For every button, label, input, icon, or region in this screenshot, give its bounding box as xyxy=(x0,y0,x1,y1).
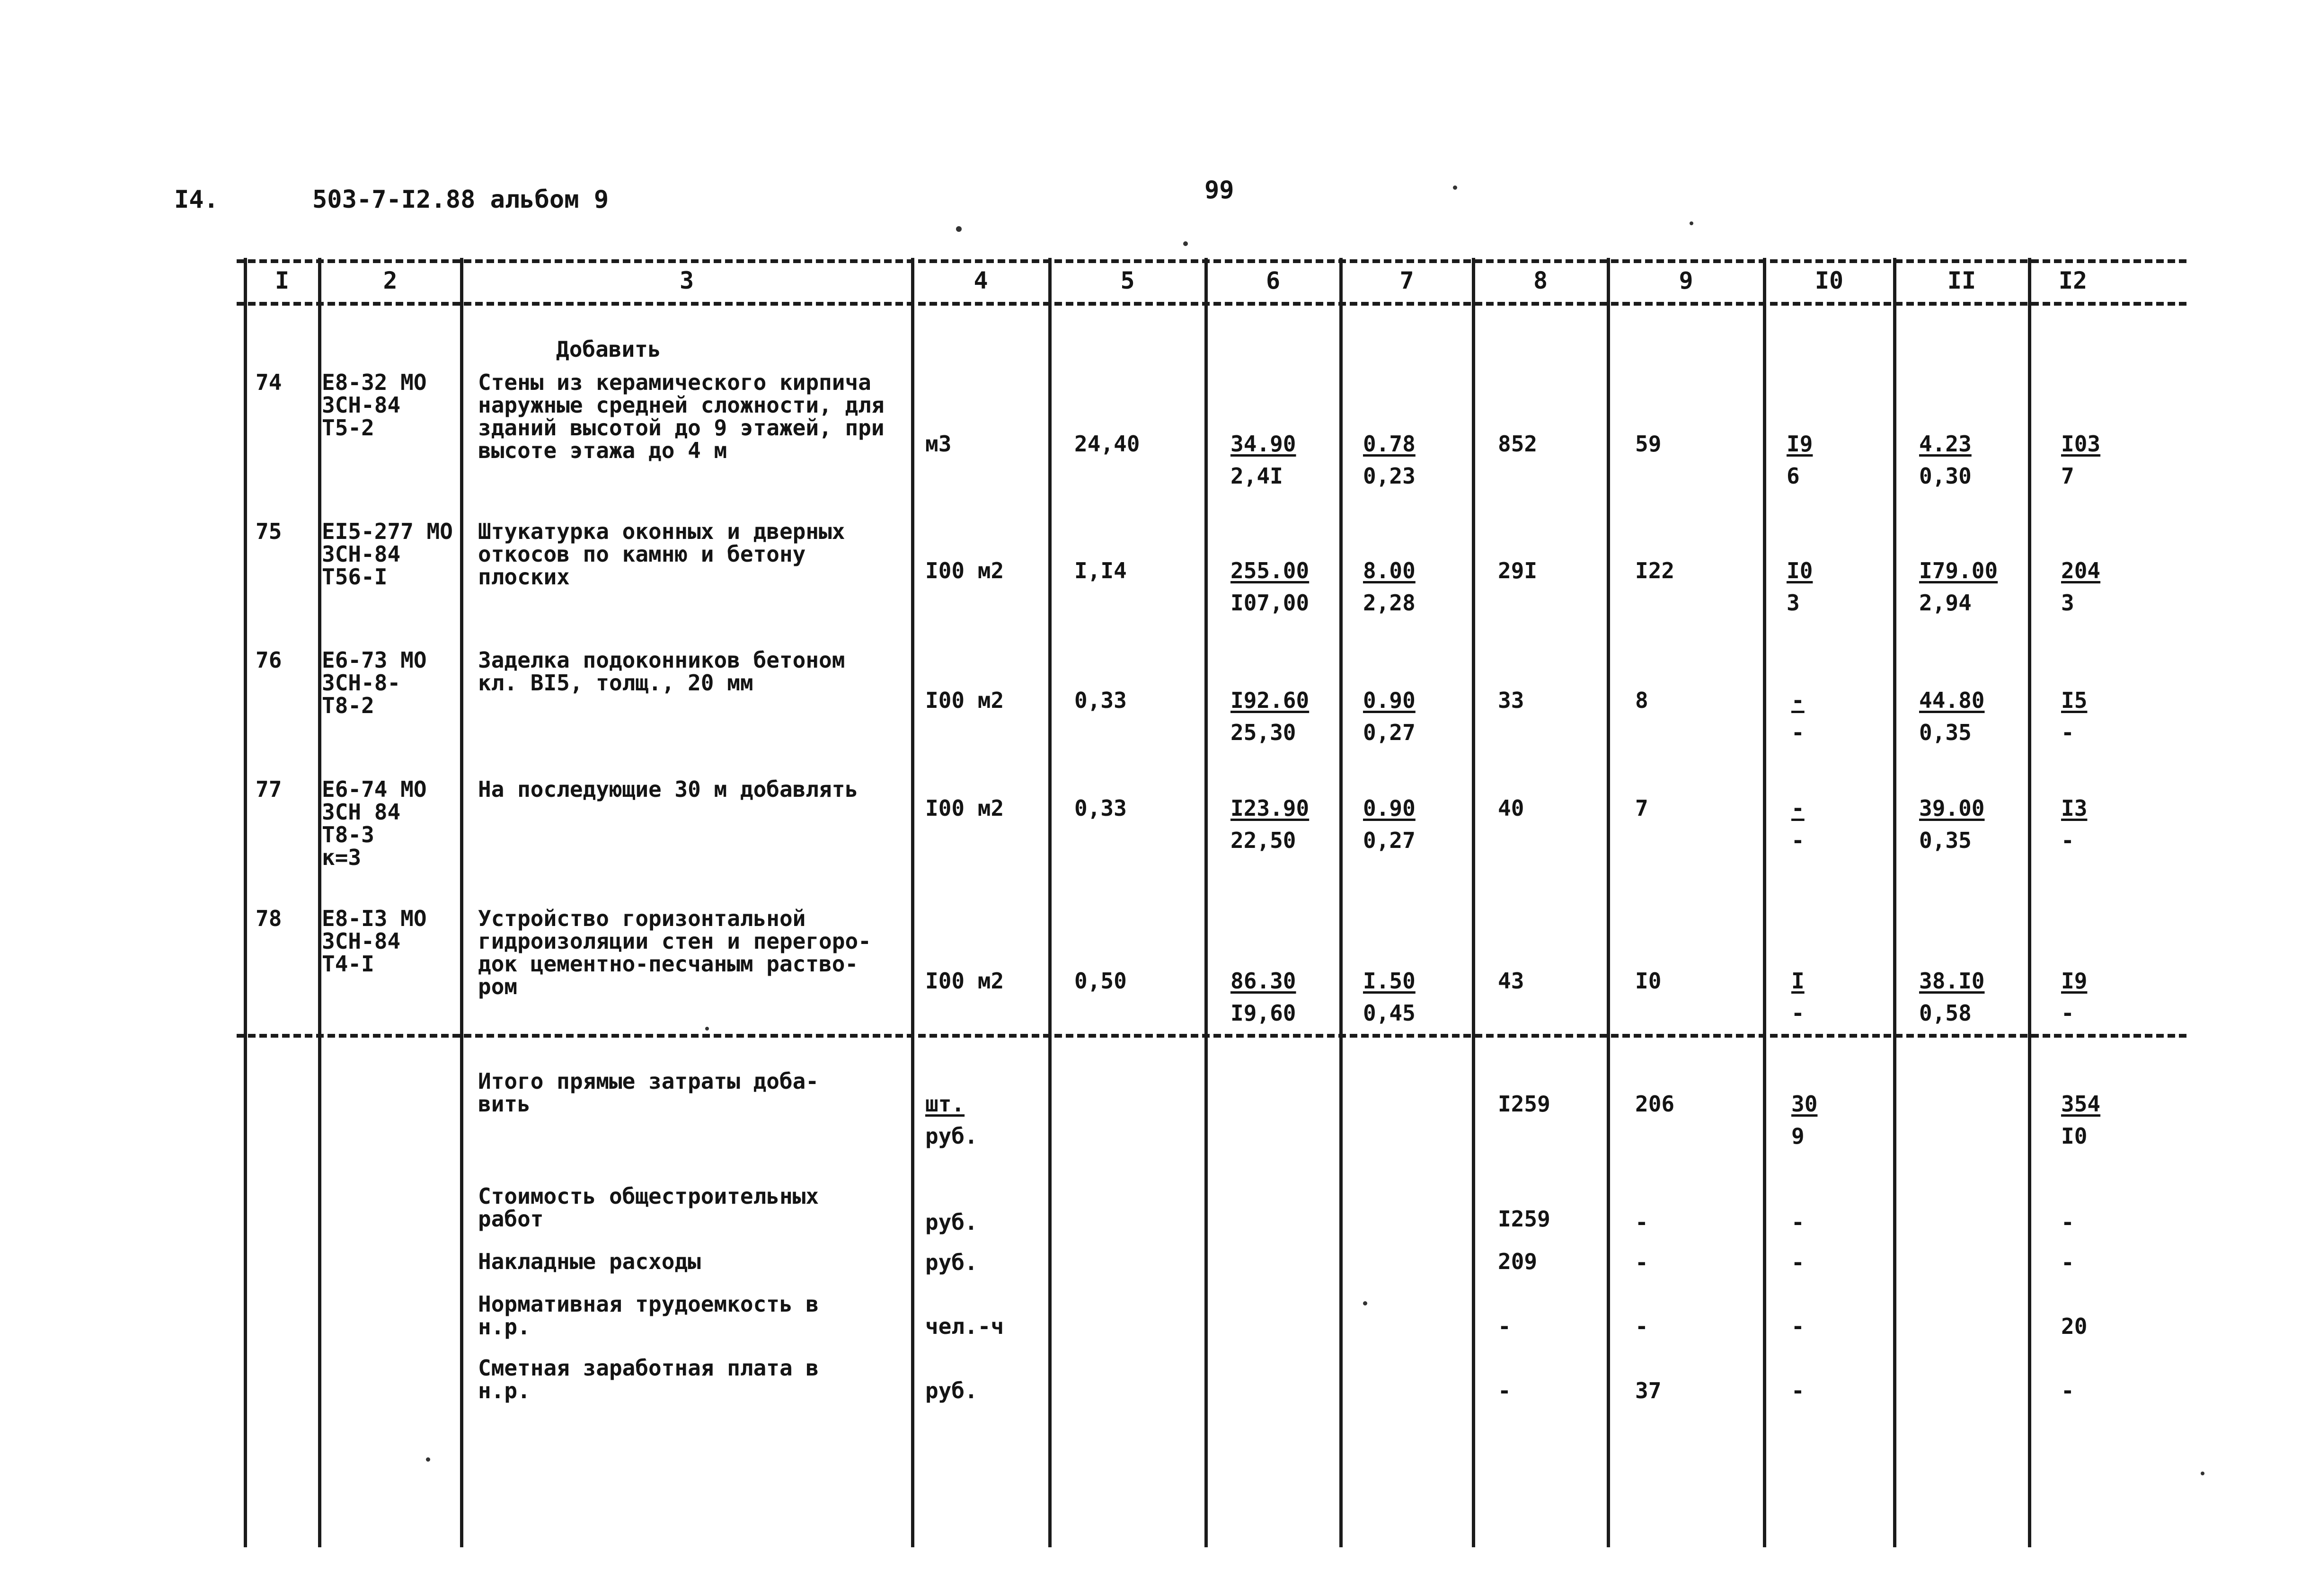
norm-code-line: к=3 xyxy=(322,845,362,870)
totals-cost: 209 xyxy=(1498,1249,1538,1274)
labor-unit: 4.23 xyxy=(1919,431,1972,457)
labor-unit-machine: 0,35 xyxy=(1919,720,1972,745)
labor-total: 204 xyxy=(2061,558,2101,583)
unit-cell: I00 м2 xyxy=(925,558,1004,583)
totals-labor-machine: I0 xyxy=(2061,1123,2088,1149)
unit-cost-wages: 22,50 xyxy=(1230,828,1296,853)
scan-speck xyxy=(1363,1301,1367,1305)
machines-wages: 3 xyxy=(1787,590,1800,616)
labor-unit: 44.80 xyxy=(1919,688,1985,713)
norm-code-line: Т8-2 xyxy=(322,693,374,718)
totals-labor: 354 xyxy=(2061,1091,2101,1117)
labor-unit: 38.I0 xyxy=(1919,968,1985,994)
norm-code-line: Т8-3 xyxy=(322,822,374,847)
totals-description-line: вить xyxy=(478,1091,531,1117)
labor-total-machine: - xyxy=(2061,828,2074,853)
column-border xyxy=(911,258,914,1547)
totals-labor: - xyxy=(2061,1250,2074,1275)
machine-cost: 0.78 xyxy=(1363,431,1416,457)
row-number: 77 xyxy=(256,776,282,802)
machines-wages: - xyxy=(1791,720,1805,745)
column-border xyxy=(2028,258,2031,1547)
scan-speck xyxy=(705,1027,709,1031)
totals-unit: руб. xyxy=(925,1123,978,1149)
totals-wages: 206 xyxy=(1635,1091,1675,1117)
labor-unit: 39.00 xyxy=(1919,795,1985,821)
machine-wages: 2,28 xyxy=(1363,590,1416,616)
quantity-cell: 0,33 xyxy=(1074,795,1127,821)
totals-labor: 20 xyxy=(2061,1314,2088,1339)
total-wages: I22 xyxy=(1635,558,1675,583)
scan-speck xyxy=(1690,221,1693,225)
column-header-4: 4 xyxy=(974,267,988,294)
norm-code-line: ЗСН 84 xyxy=(322,799,401,825)
row-number: 78 xyxy=(256,906,282,931)
column-border xyxy=(1893,258,1896,1547)
total-wages: 59 xyxy=(1635,431,1662,457)
labor-unit: I79.00 xyxy=(1919,558,1998,583)
column-header-5: 5 xyxy=(1120,267,1135,294)
machine-cost: 0.90 xyxy=(1363,795,1416,821)
quantity-cell: 0,33 xyxy=(1074,688,1127,713)
total-cost: 852 xyxy=(1498,431,1538,457)
labor-total: I03 xyxy=(2061,431,2101,457)
column-header-1: I xyxy=(274,267,290,294)
column-border xyxy=(1763,258,1766,1547)
totals-description-line: Нормативная трудоемкость в xyxy=(478,1291,819,1317)
work-description-line: На последующие 30 м добавлять xyxy=(478,776,859,802)
norm-code-line: Е6-74 МО xyxy=(322,776,427,802)
totals-machines: - xyxy=(1791,1250,1805,1275)
machine-wages: 0,45 xyxy=(1363,1000,1416,1026)
machine-wages: 0,27 xyxy=(1363,720,1416,745)
column-header-2: 2 xyxy=(383,267,398,294)
totals-machines: - xyxy=(1791,1378,1805,1403)
totals-machines-wages: 9 xyxy=(1791,1123,1805,1149)
norm-code-line: Т5-2 xyxy=(322,415,374,441)
work-description-line: Штукатурка оконных и дверных xyxy=(478,519,845,544)
unit-cell: I00 м2 xyxy=(925,688,1004,713)
totals-cost: - xyxy=(1498,1314,1511,1339)
machines-wages: - xyxy=(1791,1000,1805,1026)
column-header-3: 3 xyxy=(679,267,694,294)
column-border xyxy=(1048,258,1052,1547)
totals-description-line: н.р. xyxy=(478,1378,531,1403)
labor-unit-machine: 0,30 xyxy=(1919,463,1972,489)
totals-description-line: н.р. xyxy=(478,1314,531,1340)
norm-code-line: ЗСН-84 xyxy=(322,541,401,567)
total-cost: 33 xyxy=(1498,688,1524,713)
unit-cost-wages: I07,00 xyxy=(1230,590,1310,616)
totals-labor: - xyxy=(2061,1378,2074,1403)
column-header-11: II xyxy=(1947,267,1976,294)
machine-wages: 0,27 xyxy=(1363,828,1416,853)
work-description-line: Устройство горизонтальной xyxy=(478,906,806,931)
row-number: 74 xyxy=(256,370,282,395)
machine-cost: I.50 xyxy=(1363,968,1416,994)
unit-cost-total: I92.60 xyxy=(1230,688,1310,713)
total-wages: I0 xyxy=(1635,968,1662,994)
totals-description-line: работ xyxy=(478,1206,544,1232)
quantity-cell: I,I4 xyxy=(1074,558,1127,583)
totals-description-line: Сметная заработная плата в xyxy=(478,1355,819,1381)
column-border xyxy=(1339,258,1343,1547)
norm-code-line: Т56-I xyxy=(322,564,388,590)
totals-machines: - xyxy=(1791,1209,1805,1235)
work-description-line: наружные средней сложности, для xyxy=(478,392,885,418)
scan-speck xyxy=(1453,185,1457,190)
scan-speck xyxy=(1183,241,1188,246)
work-description-line: гидроизоляции стен и перегоро- xyxy=(478,928,871,954)
total-wages: 7 xyxy=(1635,795,1648,821)
norm-code-line: Е8-32 МО xyxy=(322,370,427,395)
totals-description-line: Накладные расходы xyxy=(478,1249,701,1274)
work-description-line: зданий высотой до 9 этажей, при xyxy=(478,415,885,441)
quantity-cell: 0,50 xyxy=(1074,968,1127,994)
row-number: 75 xyxy=(256,519,282,544)
norm-code-line: ЗСН-84 xyxy=(322,392,401,418)
labor-total: I5 xyxy=(2061,688,2088,713)
totals-wages: - xyxy=(1635,1209,1648,1235)
unit-cost-wages: 2,4I xyxy=(1230,463,1283,489)
column-border xyxy=(1472,258,1475,1547)
totals-cost: - xyxy=(1498,1378,1511,1403)
totals-unit: чел.-ч xyxy=(925,1314,1004,1339)
column-border xyxy=(460,258,463,1547)
machine-wages: 0,23 xyxy=(1363,463,1416,489)
machines-total: I0 xyxy=(1787,558,1813,583)
work-description-line: док цементно-песчаным раство- xyxy=(478,951,859,977)
machines-total: I xyxy=(1791,968,1805,994)
labor-unit-machine: 2,94 xyxy=(1919,590,1972,616)
row-number: 76 xyxy=(256,647,282,673)
work-description-line: откосов по камню и бетону xyxy=(478,541,806,567)
column-header-7: 7 xyxy=(1399,267,1414,294)
machines-total: - xyxy=(1791,795,1805,821)
norm-code-line: Е8-I3 МО xyxy=(322,906,427,931)
norm-code-line: ЗСН-84 xyxy=(322,928,401,954)
column-header-12: I2 xyxy=(2058,267,2088,294)
unit-cost-wages: 25,30 xyxy=(1230,720,1296,745)
page-number: 99 xyxy=(1204,176,1234,204)
work-description-line: ром xyxy=(478,974,518,999)
work-description-line: кл. ВI5, толщ., 20 мм xyxy=(478,670,753,696)
scan-speck xyxy=(956,226,962,232)
totals-description-line: Итого прямые затраты доба- xyxy=(478,1068,819,1094)
column-header-8: 8 xyxy=(1533,267,1548,294)
column-border xyxy=(244,258,247,1547)
column-header-6: 6 xyxy=(1266,267,1281,294)
unit-cost-wages: I9,60 xyxy=(1230,1000,1296,1026)
machines-wages: - xyxy=(1791,828,1805,853)
unit-cell: I00 м2 xyxy=(925,795,1004,821)
work-description-line: Стены из керамического кирпича xyxy=(478,370,871,395)
total-cost: 40 xyxy=(1498,795,1524,821)
labor-total: I3 xyxy=(2061,795,2088,821)
totals-labor: - xyxy=(2061,1209,2074,1235)
section-title: Добавить xyxy=(556,336,661,362)
norm-code-line: ЗСН-8- xyxy=(322,670,401,696)
totals-unit: руб. xyxy=(925,1209,978,1235)
unit-cost-total: 255.00 xyxy=(1230,558,1310,583)
work-description-line: плоских xyxy=(478,564,570,590)
labor-total-machine: 3 xyxy=(2061,590,2074,616)
totals-wages: - xyxy=(1635,1250,1648,1275)
labor-unit-machine: 0,35 xyxy=(1919,828,1972,853)
quantity-cell: 24,40 xyxy=(1074,431,1140,457)
machine-cost: 8.00 xyxy=(1363,558,1416,583)
column-border xyxy=(1204,258,1208,1547)
document-code: 503-7-I2.88 альбом 9 xyxy=(312,185,609,214)
totals-cost: I259 xyxy=(1498,1206,1550,1232)
total-cost: 43 xyxy=(1498,968,1524,994)
page-marker: I4. xyxy=(174,185,219,214)
column-border xyxy=(318,258,321,1547)
norm-code-line: Т4-I xyxy=(322,951,374,977)
work-description-line: Заделка подоконников бетоном xyxy=(478,647,845,673)
machines-total: - xyxy=(1791,688,1805,713)
column-header-10: I0 xyxy=(1814,267,1844,294)
work-description-line: высоте этажа до 4 м xyxy=(478,438,727,463)
labor-total-machine: - xyxy=(2061,1000,2074,1026)
totals-unit: шт. xyxy=(925,1091,965,1117)
norm-code-line: Е6-73 МО xyxy=(322,647,427,673)
unit-cost-total: I23.90 xyxy=(1230,795,1310,821)
totals-description-line: Стоимость общестроительных xyxy=(478,1183,819,1209)
unit-cell: I00 м2 xyxy=(925,968,1004,994)
totals-unit: руб. xyxy=(925,1378,978,1403)
labor-total: I9 xyxy=(2061,968,2088,994)
totals-unit: руб. xyxy=(925,1250,978,1275)
totals-machines: 30 xyxy=(1791,1091,1818,1117)
machine-cost: 0.90 xyxy=(1363,688,1416,713)
totals-cost: I259 xyxy=(1498,1091,1550,1117)
machines-wages: 6 xyxy=(1787,463,1800,489)
norm-code-line: ЕI5-277 МО xyxy=(322,519,453,544)
unit-cost-total: 86.30 xyxy=(1230,968,1296,994)
totals-wages: - xyxy=(1635,1314,1648,1339)
machines-total: I9 xyxy=(1787,431,1813,457)
labor-unit-machine: 0,58 xyxy=(1919,1000,1972,1026)
scan-speck xyxy=(2201,1472,2204,1475)
total-cost: 29I xyxy=(1498,558,1538,583)
totals-machines: - xyxy=(1791,1314,1805,1339)
labor-total-machine: 7 xyxy=(2061,463,2074,489)
labor-total-machine: - xyxy=(2061,720,2074,745)
total-wages: 8 xyxy=(1635,688,1648,713)
totals-wages: 37 xyxy=(1635,1378,1662,1403)
scan-speck xyxy=(426,1457,430,1462)
unit-cell: м3 xyxy=(925,431,952,457)
unit-cost-total: 34.90 xyxy=(1230,431,1296,457)
column-header-9: 9 xyxy=(1679,267,1693,294)
column-border xyxy=(1607,258,1610,1547)
